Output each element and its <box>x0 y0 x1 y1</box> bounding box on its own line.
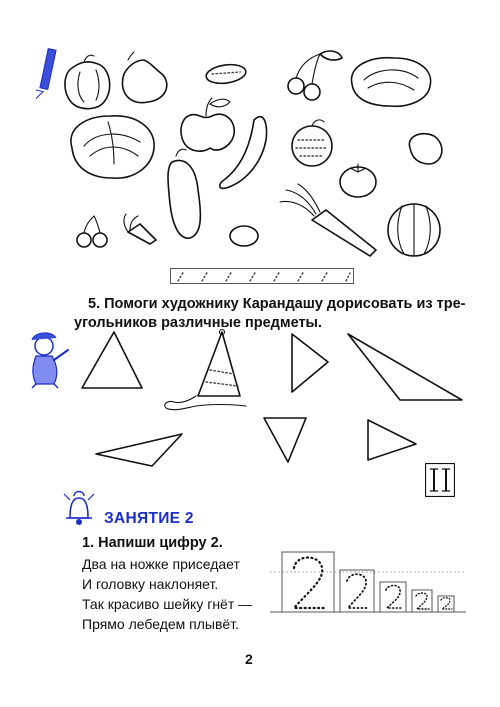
tomato-drawing <box>340 164 376 197</box>
digit-two-tracing <box>270 550 466 620</box>
pepper-drawing <box>65 55 110 108</box>
orange-drawing <box>292 120 332 166</box>
carrot-drawing <box>280 184 376 256</box>
page-number: 2 <box>245 651 253 667</box>
carrot-drawing <box>124 214 156 244</box>
task-5-line-1: 5. Помоги художнику Карандашу дорисовать из тре- <box>88 296 466 312</box>
cucumber-drawing <box>168 149 200 238</box>
cherries-drawing <box>288 51 342 100</box>
cherries-drawing <box>77 216 107 247</box>
triangle-shape <box>368 420 416 460</box>
artist-mascot-icon <box>24 330 76 390</box>
cabbage-drawing <box>71 116 154 178</box>
fruits-vegetables-illustration <box>58 44 458 264</box>
watermelon-drawing <box>388 204 440 256</box>
party-hat-drawing <box>165 330 246 410</box>
poem-line: Так красиво шейку гнёт — <box>82 596 253 612</box>
lemon-drawing <box>230 226 258 246</box>
tracing-box-ones <box>425 463 455 497</box>
pencil-icon <box>36 46 60 102</box>
triangle-shape <box>82 332 142 388</box>
triangle-shape <box>96 434 182 466</box>
cabbage-drawing <box>352 58 431 107</box>
triangle-shape <box>348 334 462 400</box>
poem <box>82 554 252 634</box>
lesson-subtitle: 1. Напиши цифру 2. <box>82 535 223 551</box>
small-cucumber-drawing <box>205 62 247 85</box>
apple-drawing <box>181 98 234 151</box>
poem-line: И головку наклоняет. <box>82 576 219 592</box>
pear-drawing <box>122 52 166 103</box>
task-5-line-2: угольников различные предметы. <box>74 315 322 331</box>
tracing-row-ones <box>170 268 354 284</box>
triangles-drawing-area <box>70 326 470 502</box>
triangle-shape <box>292 334 328 392</box>
potato-drawing <box>409 134 442 164</box>
lesson-title: ЗАНЯТИЕ 2 <box>104 510 194 527</box>
poem-line: Два на ножке приседает <box>82 556 240 572</box>
poem-line: Прямо лебедем плывёт. <box>82 616 239 632</box>
banana-drawing <box>220 117 267 189</box>
bell-icon <box>60 488 98 528</box>
triangle-shape <box>264 418 306 462</box>
